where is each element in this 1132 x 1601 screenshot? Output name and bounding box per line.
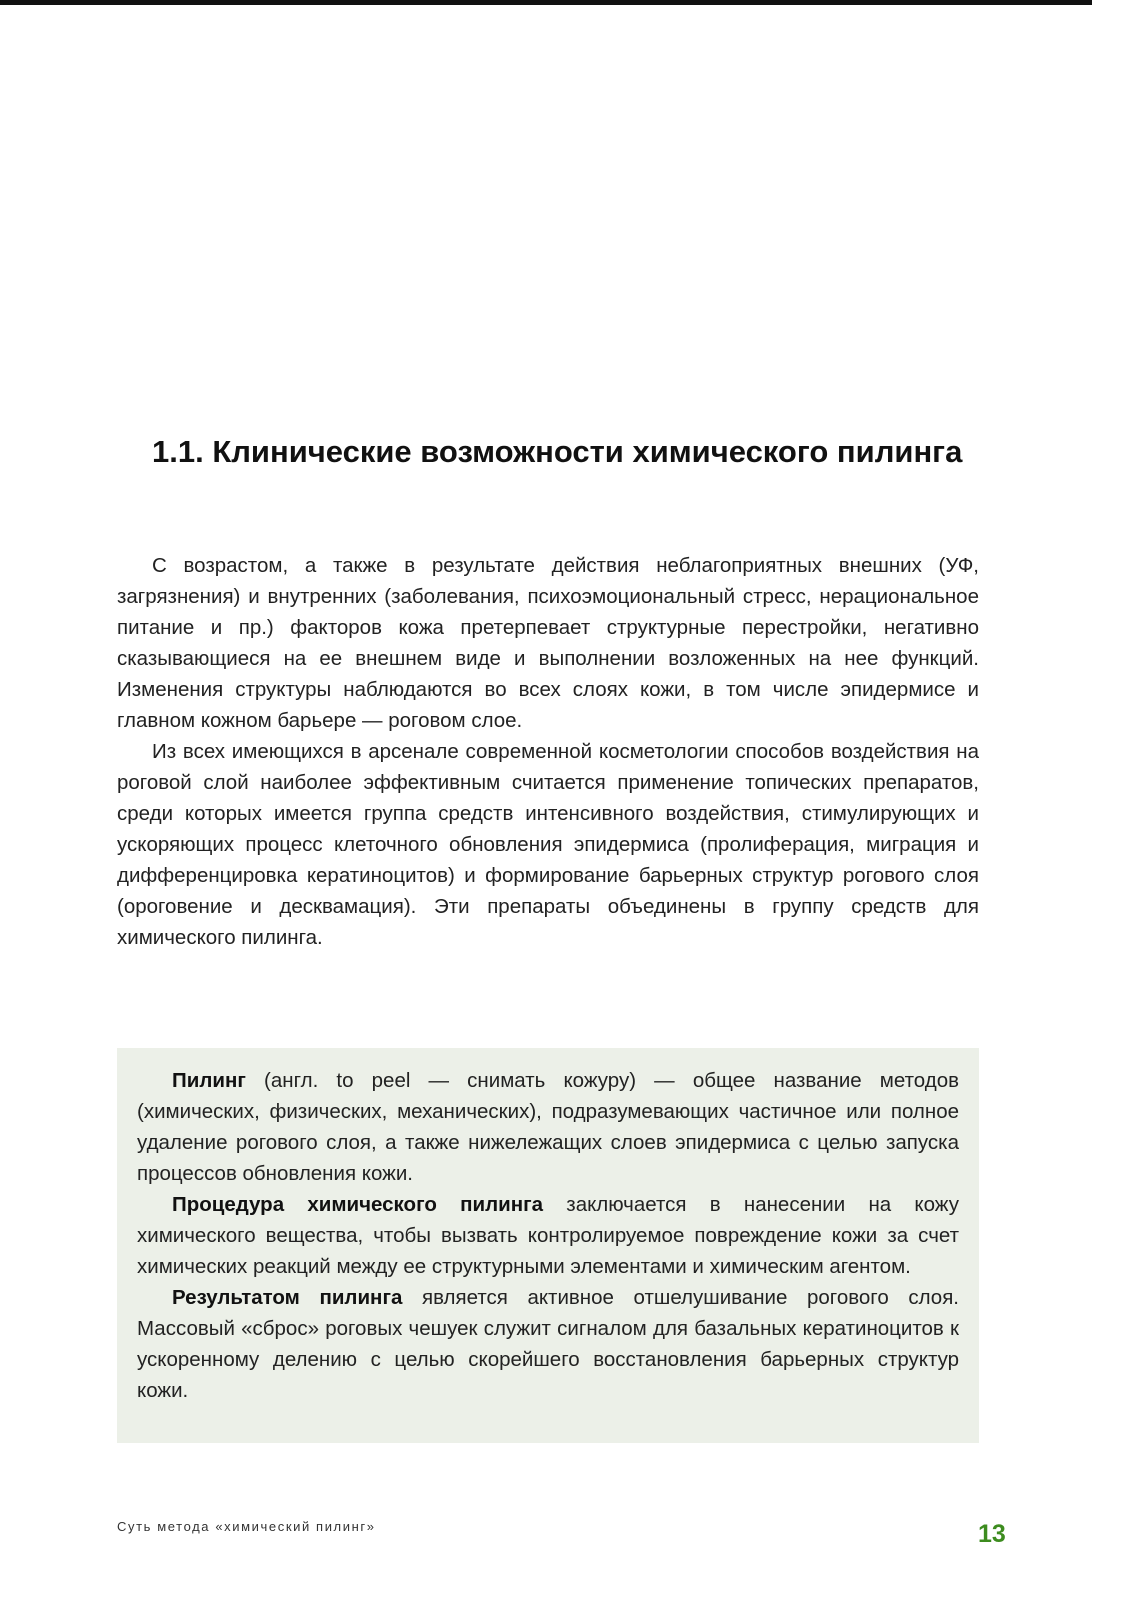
- callout-text-procedure: заключается в нанесении на кожу химического вещества, чтобы вызвать контролируемое повреждение кожи за счет химических реакций между ее структурными элементами и химическим агентом.: [137, 1193, 959, 1278]
- callout-text-peeling: (англ. to peel — снимать кожуру) — общее название методов (химических, физических, механических), подразумевающих частичное или полное удаление рогового слоя, а также нижележащих слоев эпидермиса с целью запуска процессов обновления кожи.: [137, 1069, 959, 1185]
- callout-term-result: Результатом пилинга: [172, 1286, 403, 1309]
- callout-paragraph-1: [137, 1065, 959, 1189]
- section-title: 1.1. Клинические возможности химического пилинга: [152, 434, 963, 469]
- running-footer-title: Суть метода «химический пилинг»: [117, 1519, 376, 1534]
- top-rule: [0, 0, 1092, 5]
- body-text: [117, 550, 979, 953]
- callout-paragraph-2: [137, 1189, 959, 1282]
- definition-callout: [117, 1048, 979, 1443]
- page-number: 13: [978, 1520, 1006, 1548]
- body-paragraph-1: С возрастом, а также в результате действия неблагоприятных внешних (УФ, загрязнения) и внутренних (заболевания, психоэмоциональный стресс, нерациональное питание и пр.) факторов кожа претерпевает структурные перестройки, негативно сказывающиеся на ее внешнем виде и выполнении возложенных на нее функций. Изменения структуры наблюдаются во всех слоях кожи, в том числе эпидермисе и главном кожном барьере — роговом слое.: [117, 554, 979, 732]
- body-paragraph-2: Из всех имеющихся в арсенале современной косметологии способов воздействия на роговой слой наиболее эффективным считается применение топических препаратов, среди которых имеется группа средств интенсивного воздействия, стимулирующих и ускоряющих процесс клеточного обновления эпидермиса (пролиферация, миграция и дифференцировка кератиноцитов) и формирование барьерных структур рогового слоя (ороговение и десквамация). Эти препараты объединены в группу средств для химического пилинга.: [117, 740, 979, 949]
- callout-text-result: является активное отшелушивание рогового слоя. Массовый «сброс» роговых чешуек служит сигналом для базальных кератиноцитов к ускоренному делению с целью скорейшего восстановления барьерных структур кожи.: [137, 1286, 959, 1402]
- callout-term-procedure: Процедура химического пилинга: [172, 1193, 544, 1216]
- callout-paragraph-3: [137, 1282, 959, 1406]
- callout-term-peeling: Пилинг: [172, 1069, 246, 1092]
